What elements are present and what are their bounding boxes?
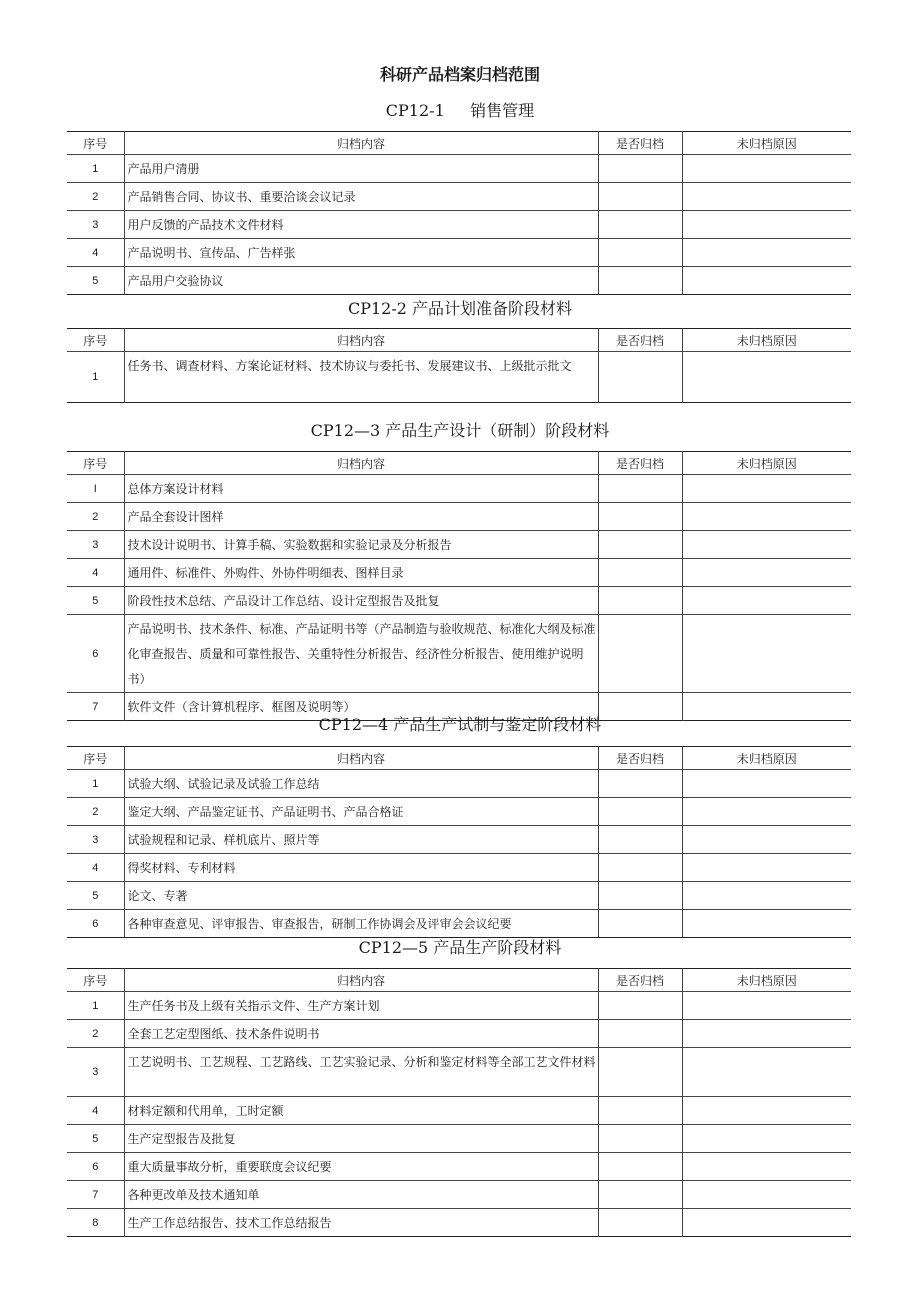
unarchived-reason-cell[interactable]: [682, 1097, 851, 1125]
header-reason: 未归档原因: [682, 132, 851, 155]
archive-table: [67, 968, 851, 1237]
row-number: 3: [67, 1048, 124, 1097]
row-number: I: [67, 475, 124, 503]
table-row: [67, 882, 851, 910]
unarchived-reason-cell[interactable]: [682, 992, 851, 1020]
row-number: 2: [67, 1020, 124, 1048]
unarchived-reason-cell[interactable]: [682, 1181, 851, 1209]
header-no: 序号: [67, 969, 124, 992]
row-content: 产品用户交验协议: [124, 267, 598, 295]
header-content: 归档内容: [124, 132, 598, 155]
header-archived: 是否归档: [598, 329, 682, 352]
archived-cell[interactable]: [598, 826, 682, 854]
row-number: 1: [92, 371, 99, 383]
archived-cell[interactable]: [598, 352, 682, 403]
table-header-row: [67, 452, 851, 475]
header-archived: 是否归档: [598, 969, 682, 992]
row-content: 各种审查意见、评审报告、审查报告，研制工作协调会及评审会会议纪要: [124, 910, 598, 938]
table-row: [67, 1048, 851, 1097]
row-number: 5: [92, 274, 99, 287]
table-row: [67, 267, 851, 295]
header-no: 序号: [67, 452, 124, 475]
unarchived-reason-cell[interactable]: [682, 559, 851, 587]
archive-table: [67, 328, 851, 403]
row-number: 2: [67, 798, 124, 826]
row-number: 3: [67, 826, 124, 854]
archived-cell[interactable]: [598, 531, 682, 559]
archive-table: [67, 451, 851, 721]
unarchived-reason-cell[interactable]: [682, 826, 851, 854]
row-content: 用户反馈的产品技术文件材料: [124, 211, 598, 239]
archived-cell[interactable]: [598, 1181, 682, 1209]
table-row: [67, 155, 851, 183]
header-content: 归档内容: [124, 452, 598, 475]
document-title: 科研产品档案归档范围: [379, 65, 540, 84]
header-archived: 是否归档: [598, 452, 682, 475]
row-number: 4: [67, 854, 124, 882]
row-content: 产品说明书、技术条件、标准、产品证明书等（产品制造与验收规范、标准化大纲及标准化审查报告、质量和可靠性报告、关重特性分析报告、经济性分析报告、使用维护说明书）: [124, 615, 598, 693]
row-content: 全套工艺定型图纸、技术条件说明书: [124, 1020, 598, 1048]
unarchived-reason-cell[interactable]: [682, 155, 851, 183]
row-content: 生产工作总结报告、技术工作总结报告: [124, 1209, 598, 1237]
header-reason: 未归档原因: [682, 329, 851, 352]
table-row: [67, 1181, 851, 1209]
unarchived-reason-cell[interactable]: [682, 211, 851, 239]
table-header-row: [67, 329, 851, 352]
row-number: 7: [67, 1181, 124, 1209]
archived-cell[interactable]: [598, 475, 682, 503]
section-title: CP12—5 产品生产阶段材料: [358, 938, 562, 957]
row-content: 得奖材料、专利材料: [124, 854, 598, 882]
row-number: 7: [92, 700, 99, 713]
row-content: 产品用户清册: [124, 155, 598, 183]
table-row: [67, 1209, 851, 1237]
row-content: 产品销售合同、协议书、重要洽谈会议记录: [124, 183, 598, 211]
header-reason: 未归档原因: [682, 969, 851, 992]
unarchived-reason-cell[interactable]: [682, 770, 851, 798]
header-no: 序号: [67, 747, 124, 770]
table-row: [67, 1153, 851, 1181]
archived-cell[interactable]: [598, 267, 682, 295]
header-archived: 是否归档: [598, 747, 682, 770]
header-archived: 是否归档: [598, 132, 682, 155]
unarchived-reason-cell[interactable]: [682, 1125, 851, 1153]
row-number: 3: [67, 531, 124, 559]
header-content: 归档内容: [124, 329, 598, 352]
row-number: 6: [67, 1153, 124, 1181]
unarchived-reason-cell[interactable]: [682, 882, 851, 910]
table-row: [67, 770, 851, 798]
archive-table: [67, 746, 851, 938]
row-number: 4: [67, 1097, 124, 1125]
table-header-row: [67, 132, 851, 155]
header-content: 归档内容: [124, 969, 598, 992]
unarchived-reason-cell[interactable]: [682, 1153, 851, 1181]
header-content: 归档内容: [124, 747, 598, 770]
table-row: [67, 615, 851, 693]
row-number: 2: [67, 503, 124, 531]
table-row: [67, 587, 851, 615]
archived-cell[interactable]: [598, 882, 682, 910]
archived-cell[interactable]: [598, 798, 682, 826]
archived-cell[interactable]: [598, 615, 682, 693]
row-number: 3: [67, 211, 124, 239]
row-number: 2: [67, 183, 124, 211]
archived-cell[interactable]: [598, 1097, 682, 1125]
row-content: 材料定额和代用单，工时定额: [124, 1097, 598, 1125]
table-row: [67, 1020, 851, 1048]
archived-cell[interactable]: [598, 854, 682, 882]
table-row: [67, 910, 851, 938]
archived-cell[interactable]: [598, 1020, 682, 1048]
archived-cell[interactable]: [598, 1125, 682, 1153]
row-content: 技术设计说明书、计算手稿、实验数据和实验记录及分析报告: [124, 531, 598, 559]
table-row: [67, 352, 851, 403]
table-row: [67, 239, 851, 267]
row-content: 各种更改单及技术通知单: [124, 1181, 598, 1209]
archived-cell[interactable]: [598, 183, 682, 211]
archived-cell[interactable]: [598, 1048, 682, 1097]
archived-cell[interactable]: [598, 1209, 682, 1237]
row-content: 试验大纲、试验记录及试验工作总结: [124, 770, 598, 798]
row-content: 生产任务书及上级有关指示文件、生产方案计划: [124, 992, 598, 1020]
table-row: [67, 826, 851, 854]
unarchived-reason-cell[interactable]: [682, 475, 851, 503]
row-content: 任务书、调查材料、方案论证材料、技术协议与委托书、发展建议书、上级批示批文: [124, 352, 598, 403]
unarchived-reason-cell[interactable]: [682, 587, 851, 615]
row-number: 1: [67, 770, 124, 798]
section-title: CP12—4 产品生产试制与鉴定阶段材料: [318, 715, 602, 734]
table-row: [67, 503, 851, 531]
table-row: [67, 531, 851, 559]
unarchived-reason-cell[interactable]: [682, 854, 851, 882]
section-title: CP12-2 产品计划准备阶段材料: [347, 299, 573, 318]
header-no: 序号: [67, 329, 124, 352]
archived-cell[interactable]: [598, 770, 682, 798]
unarchived-reason-cell[interactable]: [682, 352, 851, 403]
archived-cell[interactable]: [598, 1153, 682, 1181]
archived-cell[interactable]: [598, 587, 682, 615]
row-number: 4: [67, 559, 124, 587]
archive-table: [67, 131, 851, 295]
table-row: [67, 183, 851, 211]
table-row: [67, 475, 851, 503]
row-number: 1: [67, 155, 124, 183]
archived-cell[interactable]: [598, 239, 682, 267]
table-row: [67, 211, 851, 239]
table-row: [67, 798, 851, 826]
archived-cell[interactable]: [598, 503, 682, 531]
table-row: [67, 992, 851, 1020]
unarchived-reason-cell[interactable]: [682, 1020, 851, 1048]
unarchived-reason-cell[interactable]: [682, 910, 851, 938]
table-row: [67, 559, 851, 587]
unarchived-reason-cell[interactable]: [682, 1048, 851, 1097]
header-no: 序号: [67, 132, 124, 155]
archived-cell[interactable]: [598, 155, 682, 183]
row-content: 通用件、标准件、外购件、外协件明细表、图样目录: [124, 559, 598, 587]
table-row: [67, 1097, 851, 1125]
header-reason: 未归档原因: [682, 452, 851, 475]
row-number: 6: [67, 615, 124, 693]
archived-cell[interactable]: [598, 211, 682, 239]
table-header-row: [67, 969, 851, 992]
unarchived-reason-cell[interactable]: [682, 503, 851, 531]
unarchived-reason-cell[interactable]: [682, 615, 851, 693]
row-number: 4: [67, 239, 124, 267]
unarchived-reason-cell[interactable]: [682, 239, 851, 267]
row-number: 5: [67, 587, 124, 615]
row-number: 6: [92, 917, 99, 930]
row-content: 产品说明书、宣传品、广告样张: [124, 239, 598, 267]
row-number: 8: [92, 1216, 99, 1229]
row-content: 试验规程和记录、样机底片、照片等: [124, 826, 598, 854]
row-content: 总体方案设计材料: [124, 475, 598, 503]
row-number: 5: [67, 1125, 124, 1153]
row-content: 产品全套设计图样: [124, 503, 598, 531]
row-number: 1: [67, 992, 124, 1020]
row-number: 5: [67, 882, 124, 910]
archived-cell[interactable]: [598, 559, 682, 587]
unarchived-reason-cell[interactable]: [682, 531, 851, 559]
row-content: 论文、专著: [124, 882, 598, 910]
section-title: CP12-1 销售管理: [385, 101, 535, 120]
unarchived-reason-cell[interactable]: [682, 1209, 851, 1237]
archived-cell[interactable]: [598, 910, 682, 938]
unarchived-reason-cell[interactable]: [682, 183, 851, 211]
row-content: 生产定型报告及批复: [124, 1125, 598, 1153]
row-content: 软件文件（含计算机程序、框图及说明等）: [124, 693, 598, 721]
header-reason: 未归档原因: [682, 747, 851, 770]
unarchived-reason-cell[interactable]: [682, 798, 851, 826]
table-row: [67, 1125, 851, 1153]
row-content: 工艺说明书、工艺规程、工艺路线、工艺实验记录、分析和鉴定材料等全部工艺文件材料: [124, 1048, 598, 1097]
row-content: 鉴定大纲、产品鉴定证书、产品证明书、产品合格证: [124, 798, 598, 826]
row-content: 阶段性技术总结、产品设计工作总结、设计定型报告及批复: [124, 587, 598, 615]
table-row: [67, 854, 851, 882]
table-header-row: [67, 747, 851, 770]
archived-cell[interactable]: [598, 992, 682, 1020]
section-title: CP12—3 产品生产设计（研制）阶段材料: [310, 421, 610, 440]
row-content: 重大质量事故分析，重要联度会议纪要: [124, 1153, 598, 1181]
unarchived-reason-cell[interactable]: [682, 267, 851, 295]
